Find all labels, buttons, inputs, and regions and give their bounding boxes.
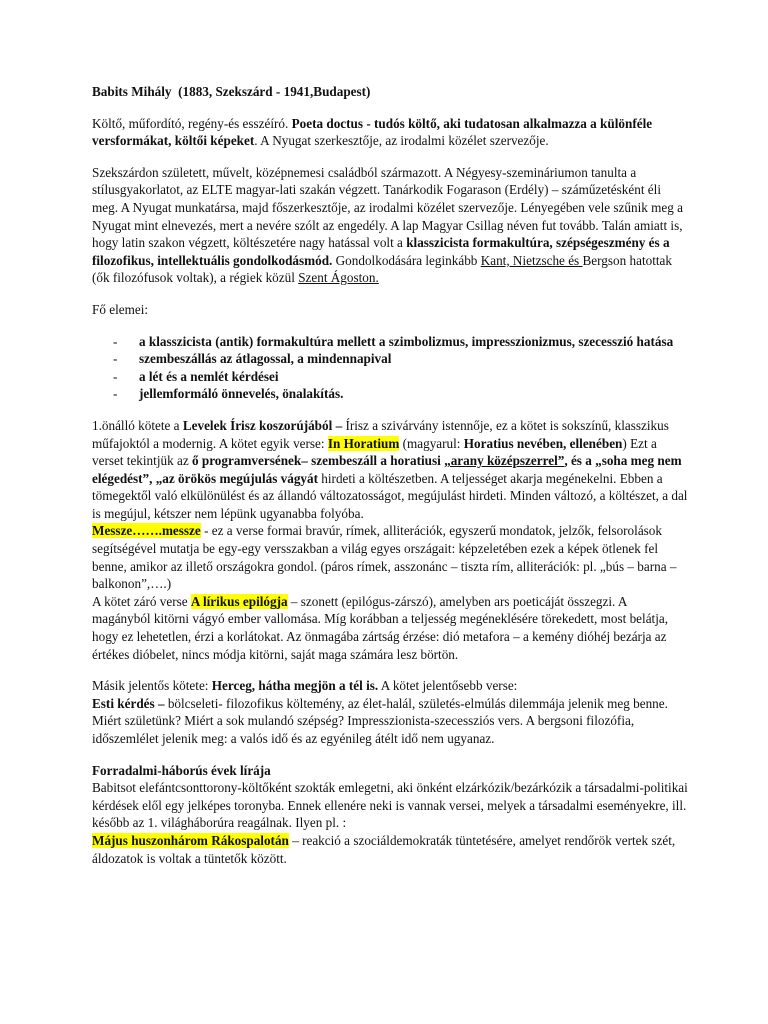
revolution-paragraph: Babitsot elefántcsonttorony-költőként szokták emlegetni, aki önként elzárkózik/bezárkózik a társadalmi-politikai kérdések elől egy jelképes toronyba. Ennek ellenére neki is vannak versei, melyek a társadalmi eseményekre, ill. később az 1. világháborúra reagálnak. Ilyen pl. : xyxy=(92,780,688,831)
epilog-paragraph: A kötet záró verse A lírikus epilógja – szonett (epilógus-zárszó), amelyben ars poeticáját összegzi. A magányból kitörni vágyó ember vallomása. Míg korábban a teljesség megéneklésére törekedett, most belátja, hogy ez lehetetlen, érzi a korlátokat. Az önmagába zártság érzése: dió metafora – a kemény dióhéj bezárja az értékes dióbelet, nincs módja kitörni, saját maga számára lesz börtön. xyxy=(92,593,669,662)
elements-title: Fő elemei: xyxy=(92,301,149,317)
biography-paragraph: Szekszárdon született, művelt, középnemesi családból származott. A Négyesy-szemináriumon tanulta a stílusgyakorlatot, az ELTE magyar-lati szakán végzett. Tanárkodik Fogarason (Erdély) – száműzetésként éli meg. A Nyugat munkatársa, majd főszerkesztője, az irodalmi közélet szervezője. Lényegében vele szűnik meg a Nyugat mint elnevezés, mert a nevére szólt az engedély. A lap Magyar Csillag néven fut tovább. Talán amiatt is, hogy latin szakon végzett, költészetére nagy hatással volt a klasszicista formakultúra, szépségeszmény és a filozofikus, intellektuális gondolkodásmód. Gondolkodására leginkább Kant, Nietzsche és Bergson hatottak (ők filozófusok voltak), a régiek közül Szent Ágoston. xyxy=(92,164,684,286)
herceg-title: Herceg, hátha megjön a tél is. xyxy=(211,678,379,694)
in-horatium-highlight: In Horatium xyxy=(327,435,400,451)
volume-title: Levelek Írisz koszorújából – xyxy=(182,417,343,433)
poeta-doctus-text: Poeta doctus - tudós költő, aki tudatosan alkalmazza a különféle versformákat, költői képeket xyxy=(92,115,653,149)
list-item: - szembeszállás az átlagossal, a mindennapival xyxy=(113,350,688,368)
bio-bold-text: klasszicista formakultúra, szépségeszmény és a filozofikus, intellektuális gondolkodásmód. xyxy=(92,235,670,268)
intro-paragraph: Költő, műfordító, regény-és esszéíró. Poeta doctus - tudós költő, aki tudatosan alkalmazza a különféle versformákat, költői képeket. A Nyugat szerkesztője, az irodalmi közélet szervezője. xyxy=(92,115,653,149)
list-item: - a lét és a nemlét kérdései xyxy=(113,368,688,386)
first-volume-paragraph: 1.önálló kötete a Levelek Írisz koszorújából – Írisz a szivárvány istennője, ez a kötet is sokszínű, klasszikus műfajoktól a modernig. A kötet egyik verse: In Horatium (magyarul: Horatius nevében, ellenében) Ezt a verset tekintjük az ő programversének– szembeszáll a horatiusi „arany középszerrel”, és a „soha meg nem elégedést”, „az örökös megújulás vágyát hirdeti a költészetben. A teljességet akarja megénekelni. Ebben a tömegektől való elkülönülést és az állandó változatosságot, megújulást hirdeti. Minden változó, a költészet, a dal is megújul, kétszer nem lépünk ugyanabba folyóba. xyxy=(92,417,688,521)
page-heading xyxy=(92,83,688,101)
second-volume-paragraph: Másik jelentős kötete: Herceg, hátha megjön a tél is. A kötet jelentősebb verse: xyxy=(92,678,518,694)
lirikus-epilogja-highlight: A lírikus epilógja xyxy=(190,593,288,609)
philosophers-underlined: Kant, Nietzsche és xyxy=(480,252,583,268)
messze-highlight: Messze…….messze xyxy=(92,523,201,539)
esti-kerdes-title: Esti kérdés – xyxy=(92,695,165,711)
elements-list xyxy=(92,333,688,403)
majus-highlight: Május huszonhárom Rákospalotán xyxy=(92,832,289,848)
esti-kerdes-paragraph: Esti kérdés – bölcseleti- filozofikus költemény, az élet-halál, születés-elmúlás dilemmája jelenik meg benne. Miért születünk? Miért a sok mulandó szépség? Impresszionista-szecessziós vers. A bergsoni filozófia, időszemlélet jelenik meg: a valós idő és az egyénileg átélt idő nem ugyanaz. xyxy=(92,695,668,746)
list-item: - jellemformáló önnevelés, önalakítás. xyxy=(113,385,688,403)
author-name: Babits Mihály xyxy=(92,84,172,99)
author-dates: (1883, Szekszárd - 1941,Budapest) xyxy=(178,84,371,99)
majus-paragraph: Május huszonhárom Rákospalotán – reakció a szociáldemokraták tüntetésére, amelyet rendőrök vertek szét, áldozatok is voltak a tüntetők között. xyxy=(92,832,676,866)
saint-augustine-underlined: Szent Ágoston. xyxy=(298,270,379,286)
arany-kozepszer-underlined: „arany középszerrel” xyxy=(444,453,565,469)
messze-paragraph: Messze…….messze - ez a verse formai bravúr, rímek, alliterációk, egyszerű mondatok, jelzők, felsorolások segítségével mutatja be egy-egy versszakban a világ egyes országait: képzeletében ezek a képek ötlenek fel benne, amikor az illető országokra gondol. (páros rímek, asszonánc – tiszta rím, alliterációk: pl. „bús – barna – balkonon”,….) xyxy=(92,523,677,592)
section-heading: Forradalmi-háborús évek lírája xyxy=(92,762,271,778)
list-item: - a klasszicista (antik) formakultúra mellett a szimbolizmus, impresszionizmus, szecesszió hatása xyxy=(113,333,688,351)
